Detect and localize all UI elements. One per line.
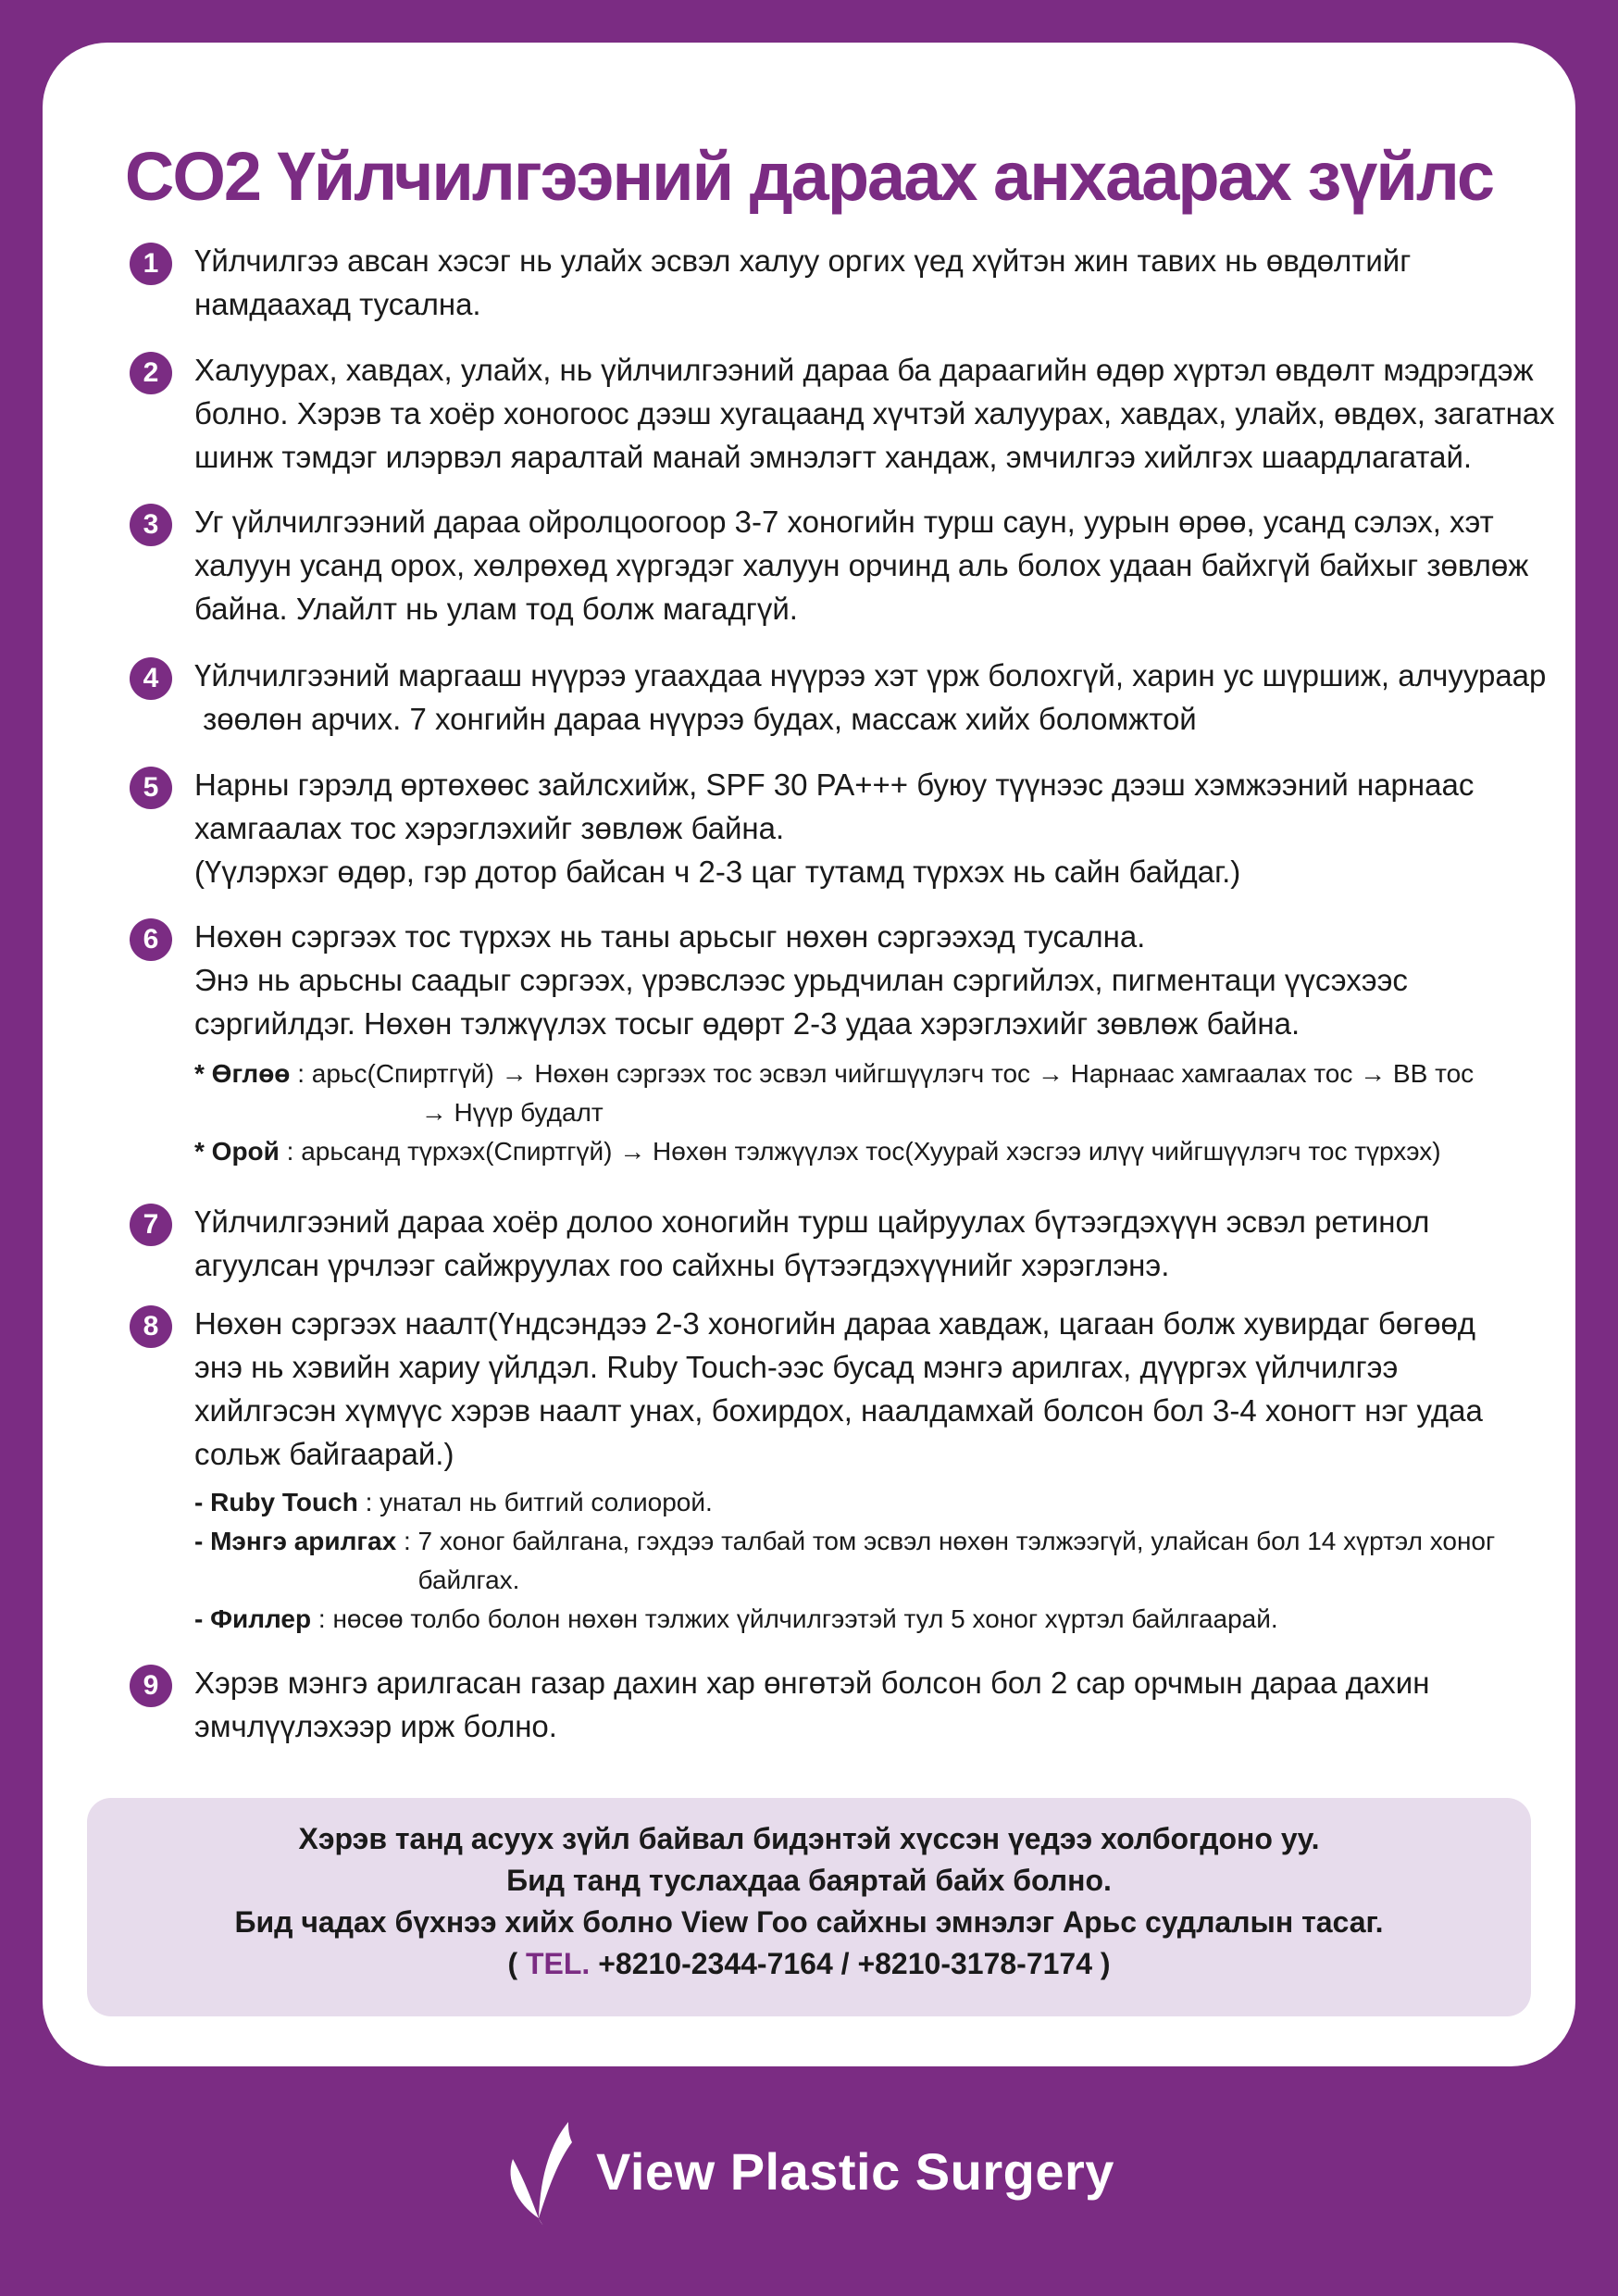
item-line: Үйлчилгээ авсан хэсэг нь улайх эсвэл халуу оргих үед хүйтэн жин тавих нь өвдөлтийг [194, 243, 1412, 278]
sub-separator: : [279, 1137, 302, 1166]
list-item [130, 1661, 1574, 1748]
list-item [130, 654, 1574, 741]
list-item [130, 239, 1574, 326]
item-line: байна. Улайлт нь улам тод болж магадгүй. [194, 592, 798, 626]
tel-label: TEL. [525, 1947, 591, 1980]
item-number: 8 [130, 1305, 172, 1348]
item-line: энэ нь хэвийн хариу үйлдэл. Ruby Touch-ээс бусад мэнгэ арилгах, дүүргэх үйлчилгээ [194, 1350, 1399, 1384]
sub-text: унатал нь битгий солиорой. [380, 1488, 713, 1516]
item-line: Уг үйлчилгээний дараа ойролцоогоор 3-7 хоногийн турш саун, уурын өрөө, усанд сэлэх, хэт [194, 505, 1494, 539]
item-number: 9 [130, 1665, 172, 1707]
sub-text: арьсанд түрхэх(Спиртгүй) → Нөхөн тэлжүүлэх тос(Хуурай хэсгээ илүү чийгшүүлэгч тос түрхэх) [301, 1137, 1441, 1166]
sub-separator: : [357, 1488, 380, 1516]
evening-routine [194, 1132, 1574, 1171]
item-number: 6 [130, 918, 172, 961]
info-line: Хэрэв танд асуух зүйл байвал бидэнтэй хүссэн үедээ холбогдоно уу. [298, 1822, 1320, 1855]
info-line: Бид чадах бүхнээ хийх болно View Гоо сайхны эмнэлэг Арьс судлалын тасаг. [234, 1905, 1384, 1939]
list-item [130, 763, 1574, 893]
sub-label: * Орой [194, 1137, 280, 1166]
list-item [130, 1200, 1574, 1287]
item-line: сэргийлдэг. Нөхөн тэлжүүлэх тосыг өдөрт 2-3 удаа хэрэглэхийг зөвлөж байна. [194, 1006, 1301, 1041]
brand-footer [0, 2115, 1618, 2227]
sub-label: - Ruby Touch [194, 1488, 358, 1516]
item-line: Нарны гэрэлд өртөхөөс зайлсхийж, SPF 30 PA+++ буюу түүнээс дээш хэмжээний нарнаас [194, 767, 1475, 802]
sub-text: нөсөө толбо болон нөхөн тэлжих үйлчилгээтэй тул 5 хоног хүртэл байлгаарай. [332, 1604, 1278, 1633]
item-line: намдаахад тусална. [194, 287, 481, 321]
item-number: 7 [130, 1204, 172, 1246]
item-line: Үйлчилгээний дараа хоёр долоо хоногийн турш цайруулах бүтээгдэхүүн эсвэл ретинол [194, 1204, 1430, 1239]
content-card [43, 43, 1575, 2066]
item-number: 4 [130, 657, 172, 700]
item-line: Энэ нь арьсны саадыг сэргээх, үрэвслээс урьдчилан сэргийлэх, пигментаци үүсэхээс [194, 963, 1408, 997]
sub-label: * Өглөө [194, 1059, 291, 1088]
item-line: агуулсан үрчлээг сайжруулах гоо сайхны бүтээгдэхүүнийг хэрэглэнэ. [194, 1248, 1170, 1282]
item-line: зөөлөн арчих. 7 хонгийн дараа нүүрээ будах, массаж хийх боломжтой [194, 702, 1197, 736]
tel-numbers[interactable]: +8210-2344-7164 / +8210-3178-7174 ) [590, 1947, 1111, 1980]
phone-line [87, 1943, 1531, 1985]
leaf-v-logo-icon [504, 2115, 576, 2227]
sub-separator: : [396, 1527, 418, 1555]
item-line: Хэрэв мэнгэ арилгасан газар дахин хар өнгөтэй болсон бол 2 сар орчмын дараа дахин [194, 1666, 1430, 1700]
item-line: Нөхөн сэргээх наалт(Үндсэндээ 2-3 хоногийн дараа хавдаж, цагаан болж хувирдаг бөгөөд [194, 1306, 1476, 1341]
tel-open: ( [507, 1947, 526, 1980]
item-line: халуун усанд орох, хөлрөхөд хүргэдэг халуун орчинд аль болох удаан байхгүй байхыг зөвлөж [194, 548, 1529, 582]
mole-removal-note [194, 1522, 1574, 1600]
item-line: Нөхөн сэргээх тос түрхэх нь таны арьсыг нөхөн сэргээхэд тусална. [194, 919, 1146, 954]
list-item [130, 915, 1574, 1171]
item-number: 2 [130, 352, 172, 394]
brand-name: View Plastic Surgery [596, 2141, 1114, 2201]
item-number: 3 [130, 504, 172, 546]
item-line: эмчлүүлэхээр ирж болно. [194, 1709, 557, 1743]
list-item [130, 500, 1574, 630]
filler-note [194, 1600, 1574, 1639]
sub-label: - Мэнгэ арилгах [194, 1527, 397, 1555]
item-line: болно. Хэрэв та хоёр хоногоос дээш хугацаанд хүчтэй халуурах, хавдах, улайх, өвдөх, загатнах [194, 396, 1555, 430]
item-number: 5 [130, 767, 172, 809]
ruby-touch-note [194, 1483, 1574, 1522]
item-line: шинж тэмдэг илэрвэл яаралтай манай эмнэлэгт хандаж, эмчилгээ хийлгэх шаардлагатай. [194, 440, 1473, 474]
item-line: сольж байгаарай.) [194, 1437, 454, 1471]
sub-separator: : [311, 1604, 333, 1633]
sub-label: - Филлер [194, 1604, 312, 1633]
page-title: CO2 Үйлчилгээний дараах анхаарах зүйлс [124, 138, 1494, 215]
morning-routine [194, 1054, 1574, 1132]
sub-text-cont: → Нүүр будалт [420, 1098, 604, 1127]
list-item [130, 348, 1574, 479]
item-line: (Үүлэрхэг өдөр, гэр дотор байсан ч 2-3 цаг тутамд түрхэх нь сайн байдаг.) [194, 855, 1241, 889]
info-line: Бид танд туслахдаа баяртай байх болно. [506, 1864, 1112, 1897]
sub-text: 7 хоног байлгана, гэхдээ талбай том эсвэл нөхөн тэлжээгүй, улайсан бол 14 хүртэл хоног [417, 1527, 1496, 1555]
list-item [130, 1302, 1574, 1639]
sub-text-cont: байлгах. [417, 1566, 520, 1594]
sub-separator: : [290, 1059, 312, 1088]
item-line: Халуурах, хавдах, улайх, нь үйлчилгээний дараа ба дараагийн өдөр хүртэл өвдөлт мэдрэгдэж [194, 353, 1534, 387]
contact-info-box [87, 1798, 1531, 2016]
item-number: 1 [130, 243, 172, 285]
item-line: Үйлчилгээний маргааш нүүрээ угаахдаа нүүрээ хэт үрж болохгүй, харин ус шүршиж, алчуураар [194, 658, 1547, 693]
item-line: хамгаалах тос хэрэглэхийг зөвлөж байна. [194, 811, 785, 845]
sub-text: арьс(Спиртгүй) → Нөхөн сэргээх тос эсвэл чийгшүүлэгч тос → Нарнаас хамгаалах тос → BB тос [311, 1059, 1475, 1088]
item-line: хийлгэсэн хүмүүс хэрэв наалт унах, бохирдох, наалдамхай болсон бол 3-4 хоногт нэг удаа [194, 1393, 1483, 1428]
